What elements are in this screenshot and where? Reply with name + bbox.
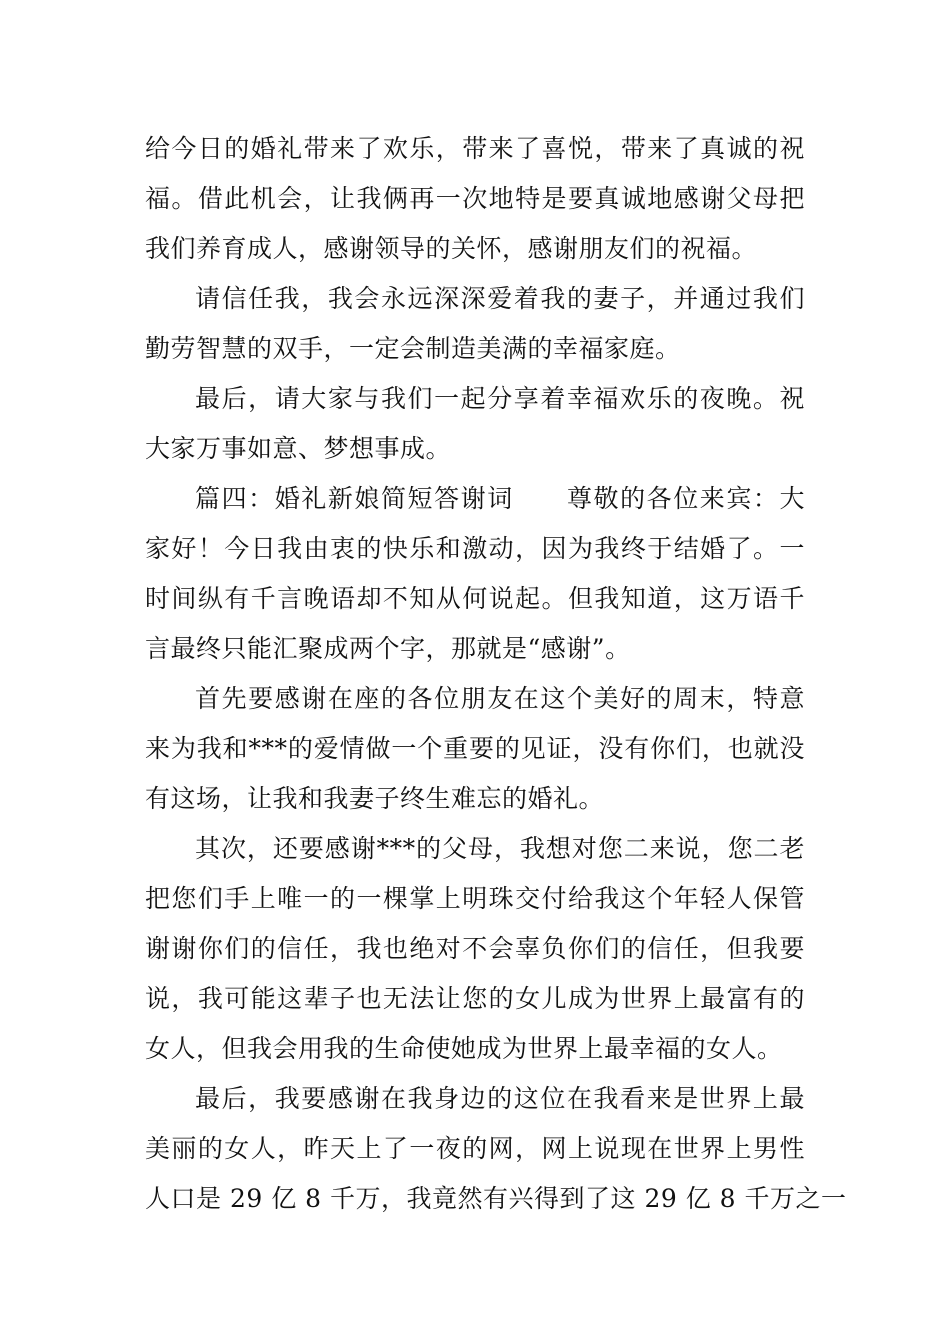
paragraph-2-line-1: 请信任我，我会永远深深爱着我的妻子，并通过我们 xyxy=(195,284,805,313)
paragraph-1-line-3: 我们养育成人，感谢领导的关怀，感谢朋友们的祝福。 xyxy=(145,234,758,263)
paragraph-2-line-2: 勤劳智慧的双手，一定会制造美满的幸福家庭。 xyxy=(145,334,681,363)
paragraph-4-line-3: 时间纵有千言晚语却不知从何说起。但我知道，这万语千 xyxy=(145,584,805,613)
paragraph-6-line-1: 其次，还要感谢***的父母，我想对您二来说，您二老 xyxy=(195,834,805,863)
paragraph-7-line-2: 美丽的女人，昨天上了一夜的网，网上说现在世界上男性 xyxy=(145,1134,805,1163)
paragraph-6-line-3: 谢谢你们的信任，我也绝对不会辜负你们的信任，但我要 xyxy=(145,934,805,963)
paragraph-7-line-1: 最后，我要感谢在我身边的这位在我看来是世界上最 xyxy=(195,1084,805,1113)
paragraph-6-line-2: 把您们手上唯一的一棵掌上明珠交付给我这个年轻人保管 xyxy=(145,884,805,913)
paragraph-4-line-2: 家好！今日我由衷的快乐和激动，因为我终于结婚了。一 xyxy=(145,534,805,563)
paragraph-3-line-2: 大家万事如意、梦想事成。 xyxy=(145,434,452,463)
paragraph-5-line-2: 来为我和***的爱情做一个重要的见证，没有你们，也就没 xyxy=(145,734,805,763)
paragraph-6-line-5: 女人，但我会用我的生命使她成为世界上最幸福的女人。 xyxy=(145,1034,783,1063)
document-body xyxy=(145,124,847,1224)
paragraph-5-line-3: 有这场，让我和我妻子终生难忘的婚礼。 xyxy=(145,784,605,813)
paragraph-6-line-4: 说，我可能这辈子也无法让您的女儿成为世界上最富有的 xyxy=(145,984,805,1013)
paragraph-7-line-3: 人口是 29 亿 8 千万，我竟然有兴得到了这 29 亿 8 千万之一 xyxy=(145,1184,847,1213)
paragraph-4-line-1: 篇四：婚礼新娘简短答谢词 尊敬的各位来宾：大 xyxy=(195,484,805,513)
paragraph-5-line-1: 首先要感谢在座的各位朋友在这个美好的周末，特意 xyxy=(195,684,805,713)
paragraph-1-line-1: 给今日的婚礼带来了欢乐，带来了喜悦，带来了真诚的祝 xyxy=(145,134,805,163)
paragraph-4-line-4: 言最终只能汇聚成两个字，那就是“感谢”。 xyxy=(145,634,631,663)
paragraph-3-line-1: 最后，请大家与我们一起分享着幸福欢乐的夜晚。祝 xyxy=(195,384,805,413)
paragraph-1-line-2: 福。借此机会，让我俩再一次地特是要真诚地感谢父母把 xyxy=(145,184,805,213)
